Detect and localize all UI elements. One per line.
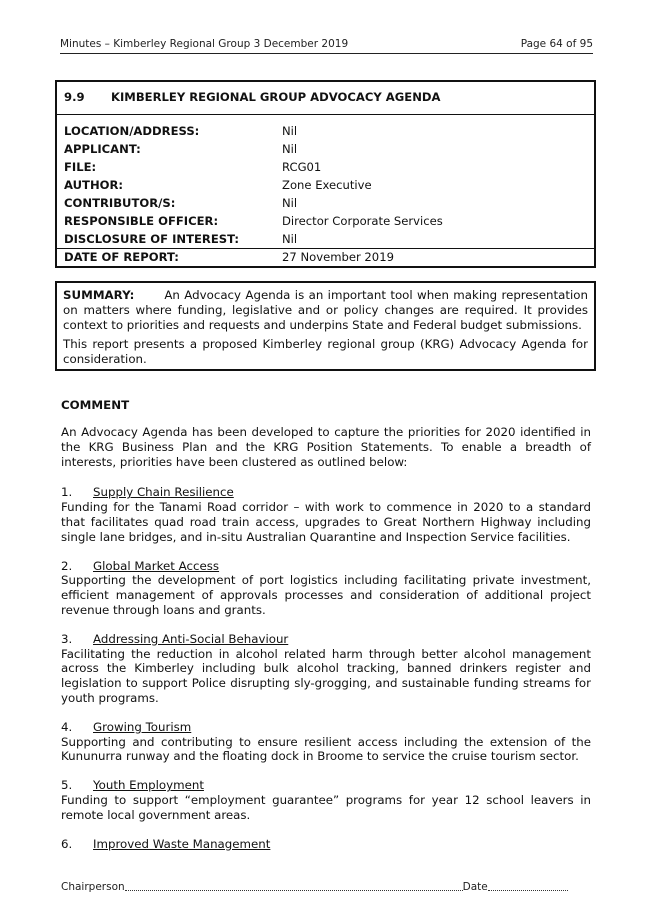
meta-row-file xyxy=(64,160,584,178)
priority-title: Supply Chain Resilience xyxy=(93,485,234,500)
priority-text: Supporting and contributing to ensure resilient access including the extension of the Kununurra runway and the floating dock in Broome to service the cruise tourism sector. xyxy=(61,734,591,764)
comment-heading: COMMENT xyxy=(61,398,130,412)
item-title-text: KIMBERLEY REGIONAL GROUP ADVOCACY AGENDA xyxy=(111,90,441,104)
comment-section xyxy=(61,398,591,865)
meta-value: Nil xyxy=(282,124,298,138)
page-number: Page 64 of 95 xyxy=(520,38,593,50)
summary-paragraph-2: This report presents a proposed Kimberley regional group (KRG) Advocacy Agenda for consideration. xyxy=(63,337,588,366)
meta-row-location xyxy=(64,124,584,142)
priority-item xyxy=(61,632,591,706)
meta-row-responsible-officer xyxy=(64,214,584,232)
priority-title: Addressing Anti-Social Behaviour xyxy=(93,631,289,646)
meta-value: Nil xyxy=(282,232,298,246)
priority-text: Funding for the Tanami Road corridor – with work to commence in 2020 to a standard that facilitates quad road train access, upgrades to Great Northern Highway including single lane bridges, and in-situ Australian Quarantine and Inspection Service facilities. xyxy=(61,500,591,544)
priority-number: 1. xyxy=(61,485,73,500)
header-title: Minutes – Kimberley Regional Group 3 December 2019 xyxy=(60,38,349,50)
priority-title: Growing Tourism xyxy=(93,719,192,734)
priority-item xyxy=(61,720,591,764)
priority-item xyxy=(61,837,591,852)
chairperson-label: Chairperson xyxy=(61,881,125,893)
meta-label: FILE: xyxy=(64,160,97,174)
meta-label: LOCATION/ADDRESS: xyxy=(64,124,200,138)
priority-text: Facilitating the reduction in alcohol related harm through better alcohol management across the Kimberley including bulk alcohol tracking, banned drinkers register and legislation to support Police disrupting sly-grogging, and sustainable funding streams for youth programs. xyxy=(61,646,591,705)
meta-label: DATE OF REPORT: xyxy=(64,250,179,264)
priority-title: Youth Employment xyxy=(93,778,204,793)
meta-row-author xyxy=(64,178,584,196)
priority-number: 2. xyxy=(61,558,73,573)
priority-title: Global Market Access xyxy=(93,558,220,573)
comment-intro: An Advocacy Agenda has been developed to capture the priorities for 2020 identified in the KRG Business Plan and the KRG Position Statements. To enable a breadth of interests, priorities have been clustered as outlined below: xyxy=(61,425,591,469)
meta-row-contributors xyxy=(64,196,584,214)
signature-footer xyxy=(61,881,568,893)
meta-row-date xyxy=(64,250,584,268)
meta-value: 27 November 2019 xyxy=(282,250,394,264)
meta-value: Nil xyxy=(282,196,298,210)
priority-number: 3. xyxy=(61,631,73,646)
meta-value: Director Corporate Services xyxy=(282,214,443,228)
date-divider xyxy=(57,248,594,249)
priority-number: 6. xyxy=(61,836,73,851)
priority-title: Improved Waste Management xyxy=(93,836,271,851)
priority-item xyxy=(61,559,591,618)
priority-item xyxy=(61,485,591,544)
meta-label: APPLICANT: xyxy=(64,142,141,156)
meta-row-applicant xyxy=(64,142,584,160)
priority-text: Supporting the development of port logistics including facilitating private investment, efficient management of approvals processes and consideration of additional project revenue through loans and grants. xyxy=(61,573,591,617)
summary-box xyxy=(55,281,596,371)
date-signature-line xyxy=(488,881,568,891)
date-label: Date xyxy=(462,881,488,893)
meta-label: RESPONSIBLE OFFICER: xyxy=(64,214,219,228)
page-header xyxy=(60,38,593,54)
item-info-box xyxy=(55,80,596,268)
item-title xyxy=(64,90,441,104)
meta-value: Nil xyxy=(282,142,298,156)
priority-text: Funding to support “employment guarantee” programs for year 12 school leavers in remote local government areas. xyxy=(61,792,591,822)
priority-number: 5. xyxy=(61,778,73,793)
title-divider xyxy=(57,114,594,115)
summary-text: An Advocacy Agenda is an important tool when making representation on matters where funding, legislative and or policy changes are required. It provides context to priorities and requests and underpins State and Federal budget submissions. xyxy=(63,288,588,332)
meta-value: RCG01 xyxy=(282,160,322,174)
summary-label: SUMMARY: xyxy=(63,288,135,302)
meta-value: Zone Executive xyxy=(282,178,372,192)
item-number: 9.9 xyxy=(64,90,85,104)
priority-number: 4. xyxy=(61,719,73,734)
meta-label: CONTRIBUTOR/S: xyxy=(64,196,176,210)
priority-item xyxy=(61,778,591,822)
meta-label: DISCLOSURE OF INTEREST: xyxy=(64,232,240,246)
chairperson-signature-line xyxy=(125,881,463,891)
summary-paragraph xyxy=(63,288,588,333)
meta-label: AUTHOR: xyxy=(64,178,124,192)
